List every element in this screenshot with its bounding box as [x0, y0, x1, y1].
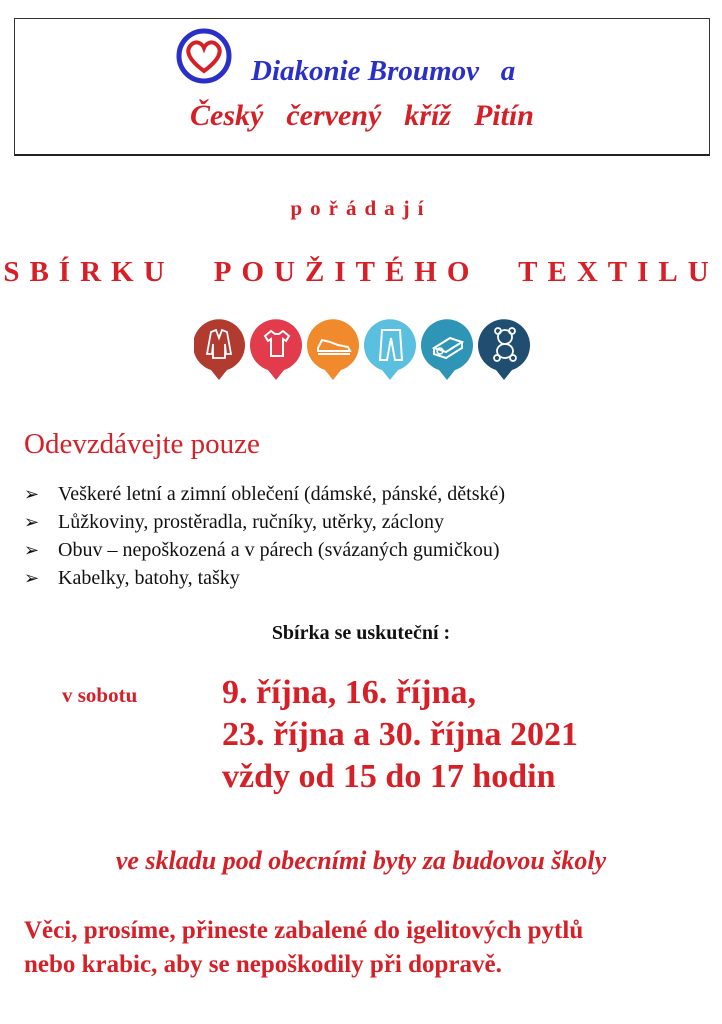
intro-text: pořádají — [290, 196, 432, 220]
page-title: SBÍRKU POUŽITÉHO TEXTILU — [3, 256, 719, 288]
note-line-2: nebo krabic, aby se nepoškodily při dopravě. — [24, 951, 502, 978]
header-box — [14, 18, 710, 156]
dates-block — [222, 672, 578, 798]
teddy-bear-icon — [478, 319, 530, 380]
section-heading: Odevzdávejte pouze — [24, 428, 260, 460]
place-text: ve skladu pod obecními byty za budovou školy — [115, 846, 607, 875]
arrow-bullet-icon: ➢ — [24, 484, 40, 504]
packing-note — [24, 914, 714, 982]
day-label: v sobotu — [62, 683, 138, 707]
dates-line-2: 23. října a 30. října 2021 — [222, 716, 579, 753]
tshirt-icon — [250, 319, 302, 380]
list-item: ➢ Lůžkoviny, prostěradla, ručníky, utěrky, záclony — [24, 508, 505, 536]
diakonie-heart-logo-icon — [175, 27, 233, 85]
arrow-bullet-icon: ➢ — [24, 568, 40, 588]
org-diakonie: Diakonie Broumov a — [251, 55, 516, 87]
trousers-icon — [364, 319, 416, 380]
accepted-items-list — [24, 480, 505, 592]
jacket-icon — [194, 319, 245, 380]
note-line-1: Věci, prosíme, přineste zabalené do igelitových pytlů — [24, 917, 584, 944]
list-item: ➢ Kabelky, batohy, tašky — [24, 564, 505, 592]
dates-line-1: 9. října, 16. října, — [222, 674, 477, 711]
list-item: ➢ Veškeré letní a zimní oblečení (dámské, pánské, dětské) — [24, 480, 505, 508]
arrow-bullet-icon: ➢ — [24, 512, 40, 532]
dates-line-3: vždy od 15 do 17 hodin — [222, 758, 556, 795]
towels-icon — [421, 319, 473, 380]
arrow-bullet-icon: ➢ — [24, 540, 40, 560]
list-item: ➢ Obuv – nepoškozená a v párech (svázaných gumičkou) — [24, 536, 505, 564]
clothing-icons-row — [194, 318, 534, 388]
org-cck: Český červený kříž Pitín — [190, 99, 534, 132]
shoe-icon — [307, 319, 359, 380]
collection-label: Sbírka se uskuteční : — [271, 622, 451, 644]
